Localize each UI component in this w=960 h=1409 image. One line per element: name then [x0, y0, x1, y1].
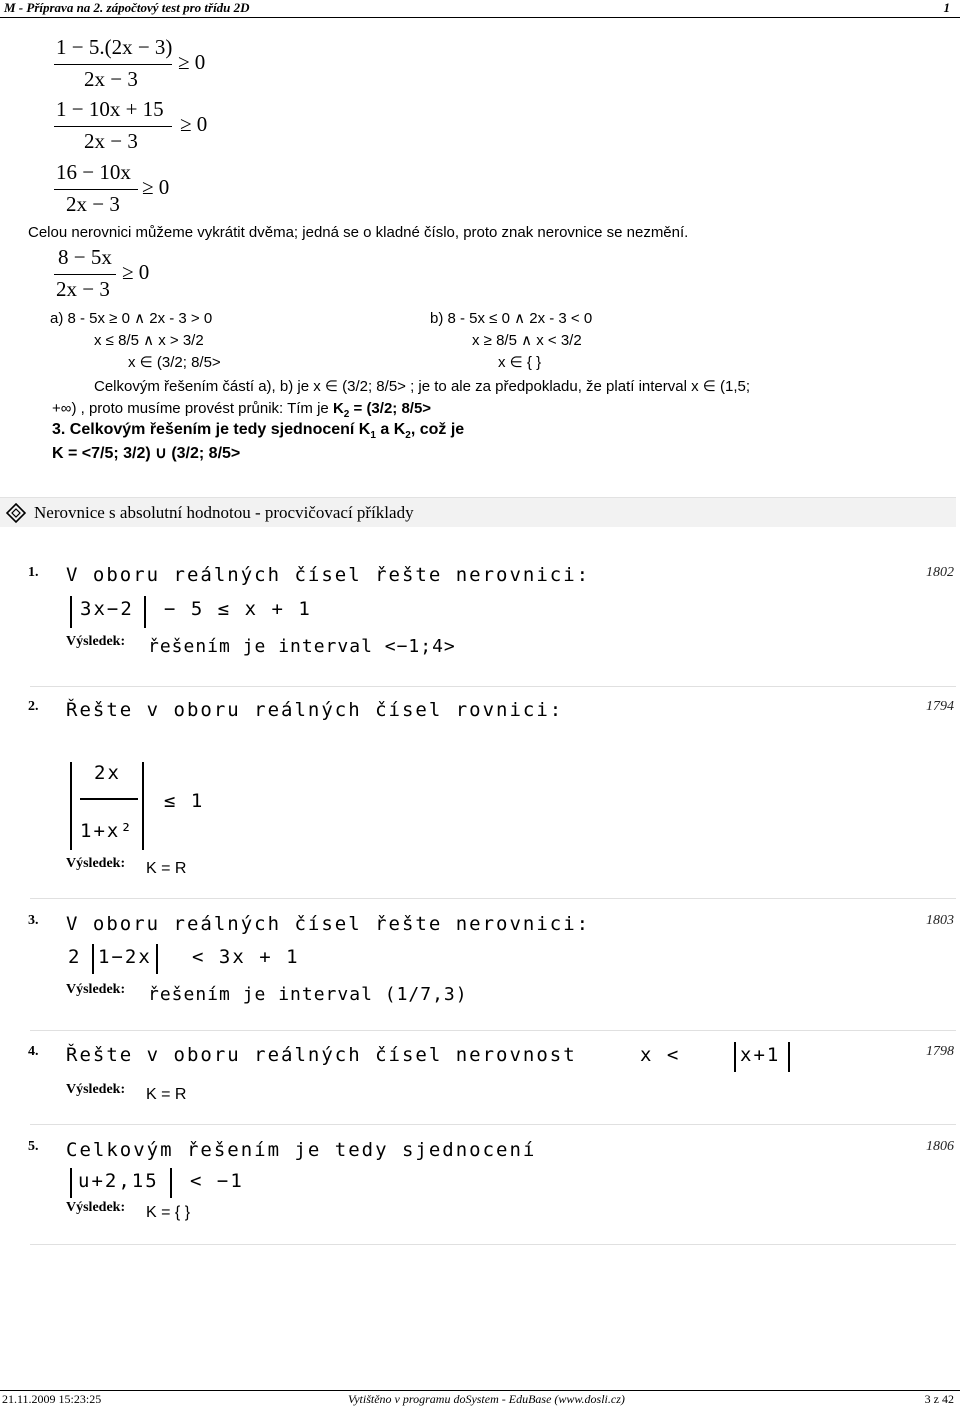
case-a-line-1: a) 8 - 5x ≥ 0 ∧ 2x - 3 > 0 — [50, 310, 213, 327]
exercise-result: řešením je interval (1/7,3) — [148, 984, 468, 1005]
fraction-denominator: 1+x² — [80, 820, 134, 842]
case-b-line-3: x ∈ { } — [498, 354, 542, 371]
fraction-relation: ≥ 0 — [180, 112, 208, 136]
exercise-id: 1806 — [926, 1139, 954, 1154]
fraction-numerator: 2x — [94, 762, 121, 784]
exercise-result: řešením je interval <−1;4> — [148, 636, 456, 657]
fraction-4 — [54, 245, 194, 305]
exercise-number: 4. — [28, 1044, 39, 1059]
separator — [30, 686, 956, 687]
result-label: Výsledek: — [66, 982, 126, 997]
fraction-relation: ≥ 0 — [142, 175, 170, 199]
section-title: Nerovnice s absolutní hodnotou - procvičovací příklady — [34, 503, 414, 522]
fraction-denominator: 2x − 3 — [56, 277, 110, 301]
exercise-result: K = { } — [146, 1204, 191, 1221]
final-text-a: 3. Celkovým řešením je tedy sjednocení K — [52, 421, 371, 438]
result-label: Výsledek: — [66, 1082, 126, 1097]
abs-bar-right — [142, 762, 144, 850]
footer-rule — [0, 1390, 960, 1391]
exercise-number: 5. — [28, 1139, 39, 1154]
fraction-2 — [54, 97, 214, 157]
abs-bar-left — [92, 944, 94, 974]
abs-bar-left — [70, 1168, 72, 1198]
case-b-line-2: x ≥ 8/5 ∧ x < 3/2 — [472, 332, 582, 349]
exercise-id: 1803 — [926, 913, 954, 928]
case-b-line-1: b) 8 - 5x ≤ 0 ∧ 2x - 3 < 0 — [430, 310, 593, 327]
note-text: Celou nerovnici můžeme vykrátit dvěma; jedná se o kladné číslo, proto znak nerovnice se nezmění. — [28, 224, 689, 241]
fraction-bar — [54, 274, 116, 275]
footer-printed-by: Vytištěno v programu doSystem - EduBase (www.dosli.cz) — [348, 1392, 625, 1406]
separator — [30, 1030, 956, 1031]
final-text-b: a K — [375, 421, 406, 438]
conclusion-line-2 — [52, 400, 431, 420]
case-a-line-3: x ∈ (3/2; 8/5> — [128, 354, 221, 371]
fraction-relation: ≥ 0 — [122, 260, 150, 284]
abs-bar-left — [70, 762, 72, 850]
fraction-denominator: 2x − 3 — [84, 67, 138, 91]
fraction-bar — [80, 798, 138, 800]
exercise-number: 1. — [28, 565, 39, 580]
abs-bar-left — [70, 596, 72, 628]
expression-rest: ≤ 1 — [164, 790, 205, 812]
fraction-1 — [54, 35, 214, 95]
k2-symbol: K — [332, 400, 344, 417]
k1-subscript: 1 — [370, 430, 376, 442]
final-line-2: K = <7/5; 3/2) ∪ (3/2; 8/5> — [52, 445, 241, 462]
expression-prefix: 2 — [68, 946, 82, 968]
diamond-icon — [6, 503, 26, 523]
exercise-result: K = R — [146, 1086, 187, 1103]
separator — [30, 1244, 956, 1245]
exercise-id: 1802 — [926, 565, 954, 580]
conclusion-text: +∞) , proto musíme provést průnik: Tím je — [52, 400, 333, 417]
k2-value: = (3/2; 8/5> — [349, 400, 432, 417]
exercise-task: V oboru reálných čísel řešte nerovnici: — [66, 913, 591, 935]
final-text-c: , což je — [410, 421, 465, 438]
exercise-number: 3. — [28, 913, 39, 928]
separator — [30, 898, 956, 899]
expression-rest: < 3x + 1 — [192, 946, 300, 968]
k2-subscript: 2 — [343, 409, 350, 420]
abs-bar-left — [734, 1042, 736, 1072]
result-label: Výsledek: — [66, 1200, 126, 1215]
fraction-numerator: 1 − 10x + 15 — [56, 97, 164, 121]
conclusion-line-1: Celkovým řešením částí a), b) je x ∈ (3/2; 8/5> ; je to ale za předpokladu, že platí interval x ∈ (1,5; — [94, 378, 751, 395]
abs-expression: 3x−2 — [80, 598, 134, 620]
abs-expression: 1−2x — [98, 946, 152, 968]
exercise-task: Řešte v oboru reálných čísel rovnici: — [66, 699, 564, 721]
header-page-number: 1 — [943, 0, 950, 15]
exercise-result: K = R — [146, 860, 187, 877]
abs-expression: x+1 — [740, 1044, 781, 1066]
abs-bar-right — [170, 1168, 172, 1198]
abs-bar-right — [156, 944, 158, 974]
footer-date: 21.11.2009 15:23:25 — [2, 1392, 102, 1406]
expression-rest: < −1 — [190, 1170, 244, 1192]
exercise-task: Řešte v oboru reálných čísel nerovnost — [66, 1044, 577, 1066]
fraction-numerator: 1 − 5.(2x − 3) — [56, 35, 173, 59]
expression-middle: x < — [640, 1044, 681, 1066]
header-title: M - Příprava na 2. zápočtový test pro třídu 2D — [4, 0, 250, 15]
final-line-1 — [52, 421, 464, 441]
fraction-denominator: 2x − 3 — [66, 192, 120, 216]
fraction-bar — [54, 64, 172, 65]
expression-rest: − 5 ≤ x + 1 — [164, 598, 312, 620]
abs-bar-right — [144, 596, 146, 628]
fraction-bar — [54, 126, 172, 127]
separator — [30, 1124, 956, 1125]
exercise-task: Celkovým řešením je tedy sjednocení — [66, 1139, 537, 1161]
fraction-3 — [54, 160, 194, 220]
exercise-id: 1794 — [926, 699, 954, 714]
fraction-relation: ≥ 0 — [178, 50, 206, 74]
case-a-line-2: x ≤ 8/5 ∧ x > 3/2 — [94, 332, 204, 349]
fraction-numerator: 8 − 5x — [58, 245, 112, 269]
k2-subscript-b: 2 — [405, 430, 411, 442]
result-label: Výsledek: — [66, 856, 126, 871]
fraction-numerator: 16 − 10x — [56, 160, 131, 184]
exercise-task: V oboru reálných čísel řešte nerovnici: — [66, 564, 591, 586]
fraction-bar — [54, 189, 138, 190]
fraction-denominator: 2x − 3 — [84, 129, 138, 153]
exercise-id: 1798 — [926, 1044, 954, 1059]
abs-bar-right — [788, 1042, 790, 1072]
result-label: Výsledek: — [66, 634, 126, 649]
footer-page: 3 z 42 — [924, 1392, 954, 1406]
abs-expression: u+2,15 — [78, 1170, 159, 1192]
exercise-number: 2. — [28, 699, 39, 714]
